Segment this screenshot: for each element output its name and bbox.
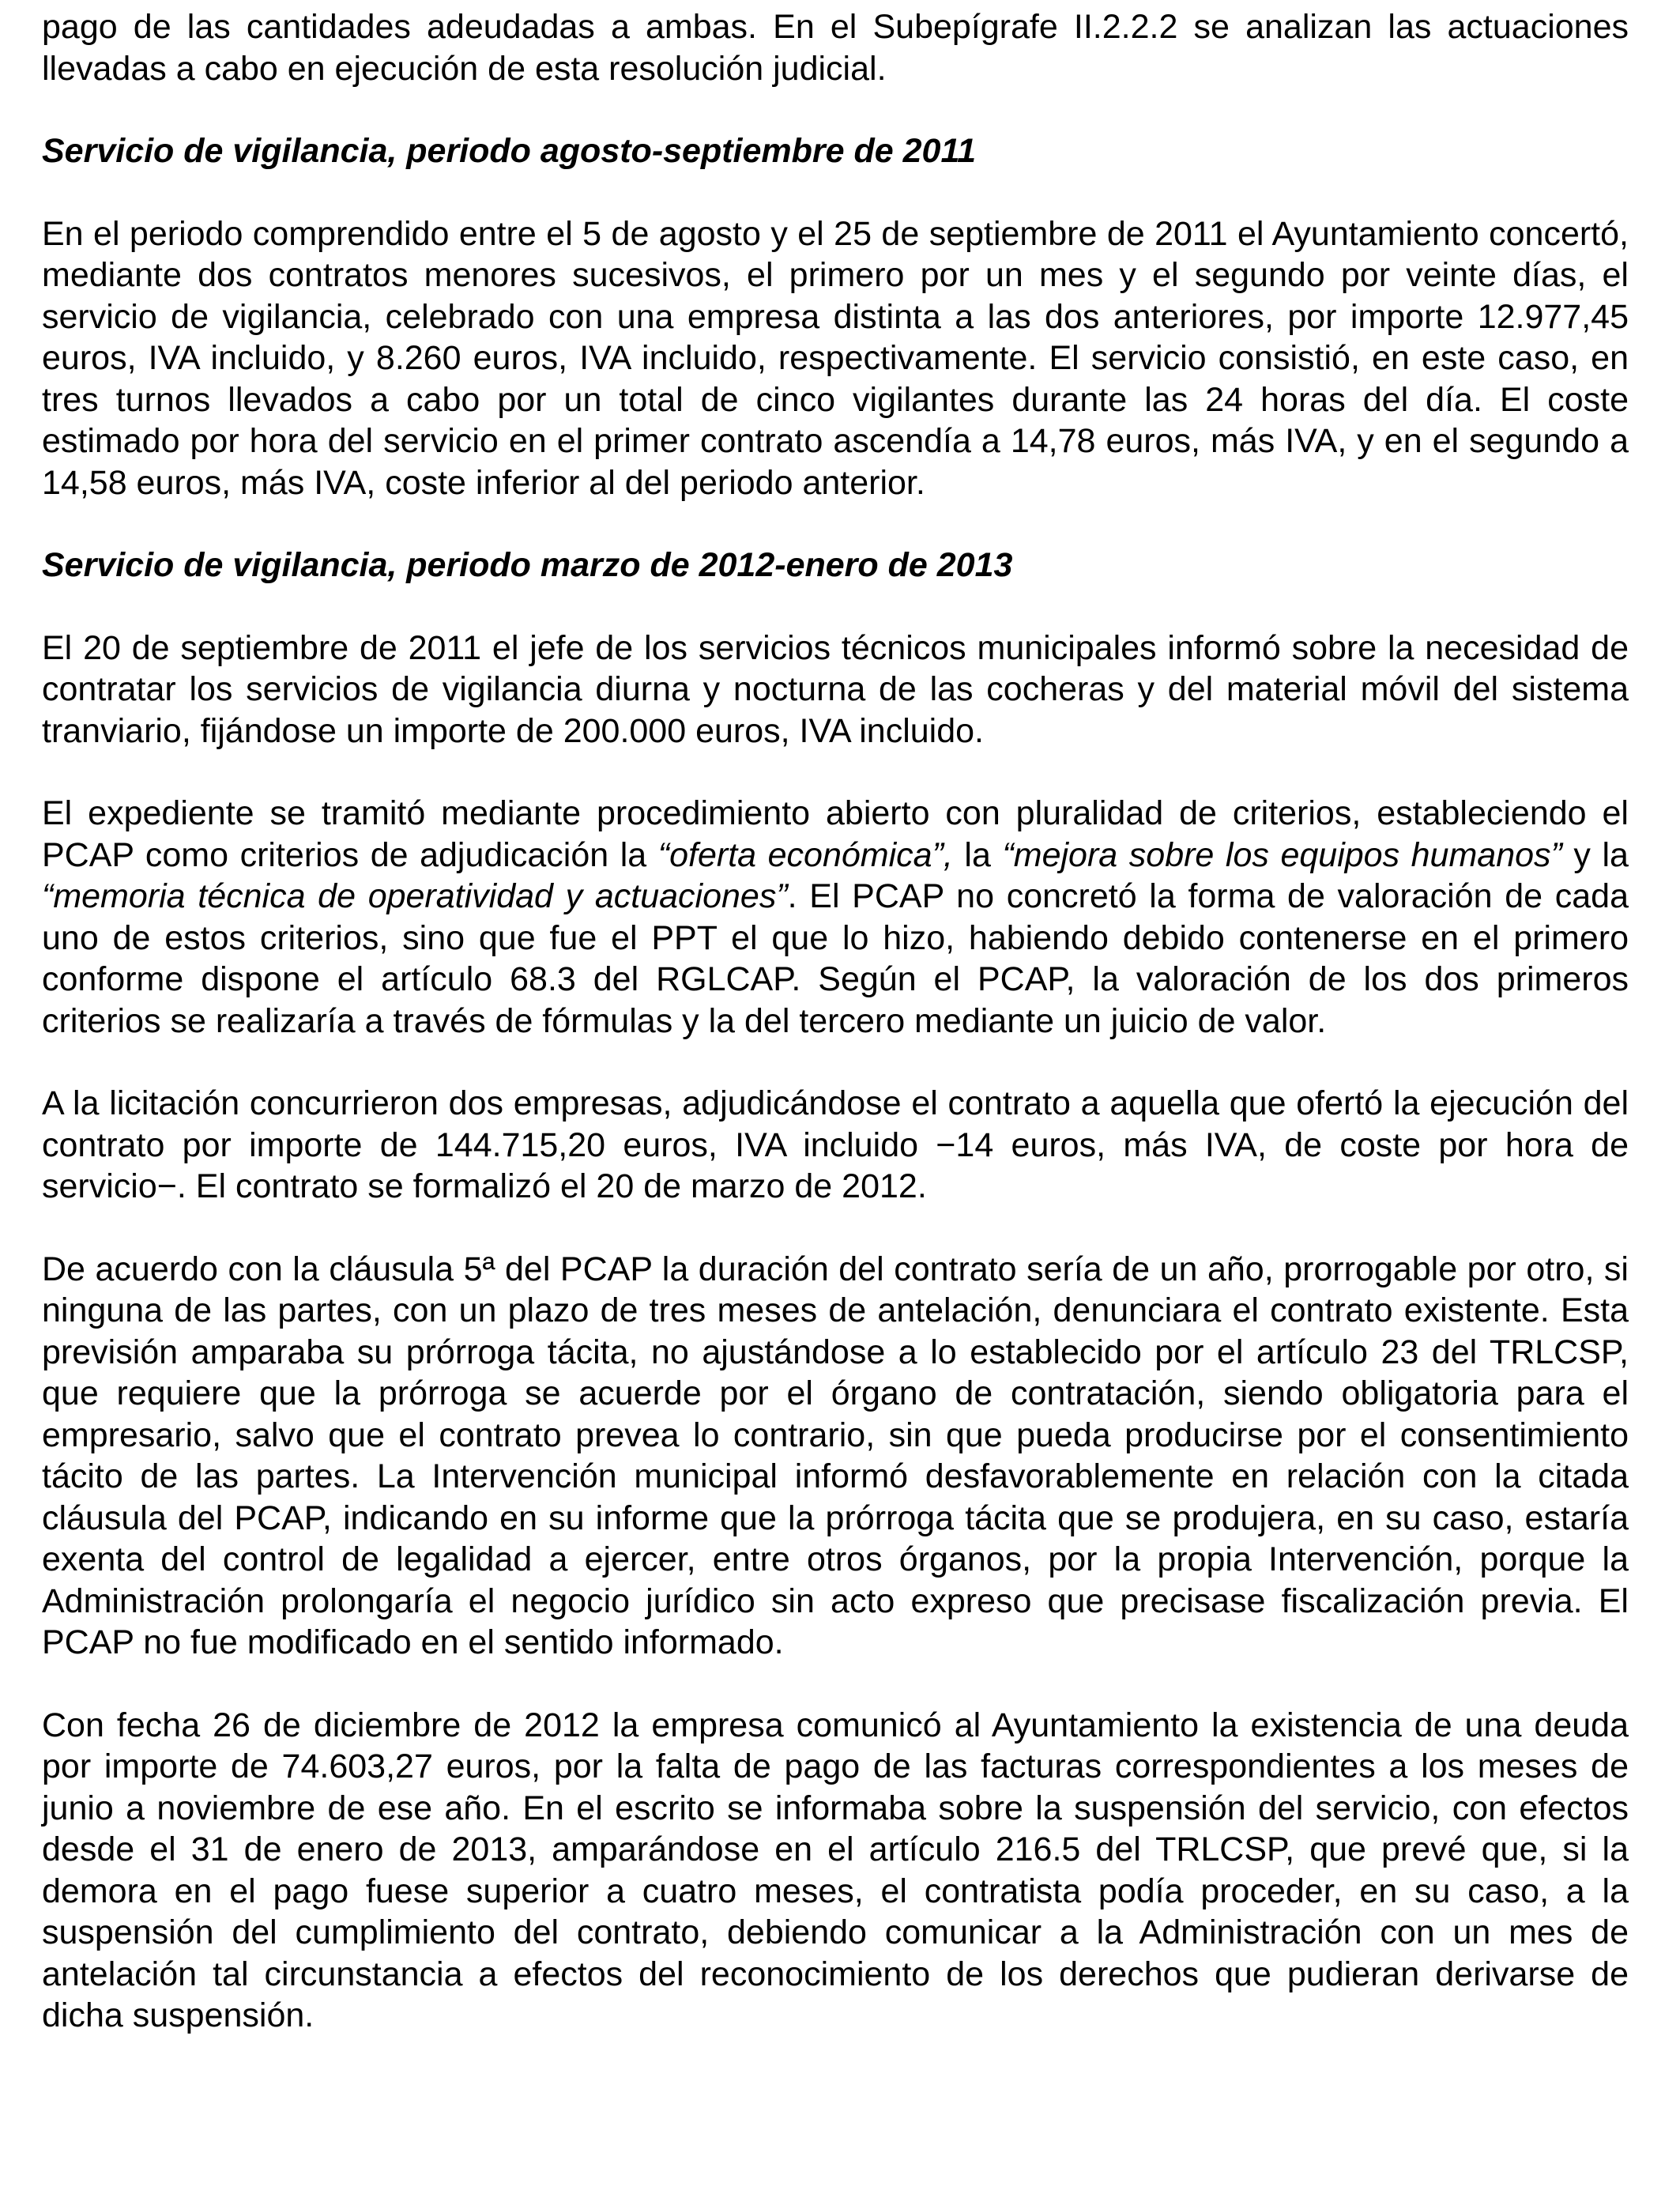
section-2-paragraph-4: De acuerdo con la cláusula 5ª del PCAP la duración del contrato sería de un año, prorrogable por otro, si ninguna de las partes, con un plazo de tres meses de antelación, denunciara el contrato existente. Esta previsión amparaba su prórroga tácita, no ajustándose a lo establecido por el artículo 23 del TRLCSP, que requiere que la prórroga se acuerde por el órgano de contratación, siendo obligatoria para el empresario, salvo que el contrato prevea lo contrario, sin que pueda producirse por el consentimiento tácito de las partes. La Intervención municipal informó desfavorablemente en relación con la citada cláusula del PCAP, indicando en su informe que la prórroga tácita que se produjera, en su caso, estaría exenta del control de legalidad a ejercer, entre otros órganos, por la propia Intervención, porque la Administración prolongaría el negocio jurídico sin acto expreso que precisase fiscalización previa. El PCAP no fue modificado en el sentido informado. — [42, 1250, 1629, 1661]
section-heading-marzo-2012-enero-2013: Servicio de vigilancia, periodo marzo de 2012-enero de 2013 — [42, 546, 1013, 584]
document-page — [42, 6, 1629, 2078]
section-2-paragraph-5: Con fecha 26 de diciembre de 2012 la empresa comunicó al Ayuntamiento la existencia de una deuda por importe de 74.603,27 euros, por la falta de pago de las facturas correspondientes a los meses de junio a noviembre de ese año. En el escrito se informaba sobre la suspensión del servicio, con efectos desde el 31 de enero de 2013, amparándose en el artículo 216.5 del TRLCSP, que prevé que, si la demora en el pago fuese superior a cuatro meses, el contratista podía proceder, en su caso, a la suspensión del cumplimiento del contrato, debiendo comunicar a la Administración con un mes de antelación tal circunstancia a efectos del reconocimiento de los derechos que pudieran derivarse de dicha suspensión. — [42, 1706, 1629, 2034]
paragraph-text-segment: y la — [1561, 835, 1629, 874]
section-heading-agosto-septiembre-2011: Servicio de vigilancia, periodo agosto-septiembre de 2011 — [42, 132, 977, 170]
section-2-paragraph-3: A la licitación concurrieron dos empresas, adjudicándose el contrato a aquella que ofertó la ejecución del contrato por importe de 144.715,20 euros, IVA incluido −14 euros, más IVA, de coste por hora de servicio−. El contrato se formalizó el 20 de marzo de 2012. — [42, 1084, 1629, 1205]
quoted-criterion-oferta-economica: “oferta económica”, — [657, 835, 953, 874]
paragraph-text-segment: . El PCAP no concretó la forma de valoración de cada uno de estos criterios, sino que fue el PPT el que lo hizo, habiendo debido contenerse en el primero conforme dispone el artículo 68.3 del RGLCAP. Según el PCAP, la valoración de los dos primeros criterios se realizaría a través de fórmulas y la del tercero mediante un juicio de valor. — [42, 877, 1629, 1040]
quoted-criterion-mejora-equipos: “mejora sobre los equipos humanos” — [1002, 835, 1562, 874]
section-1-paragraph-1: En el periodo comprendido entre el 5 de agosto y el 25 de septiembre de 2011 el Ayuntamiento concertó, mediante dos contratos menores sucesivos, el primero por un mes y el segundo por veinte días, el servicio de vigilancia, celebrado con una empresa distinta a las dos anteriores, por importe 12.977,45 euros, IVA incluido, y 8.260 euros, IVA incluido, respectivamente. El servicio consistió, en este caso, en tres turnos llevados a cabo por un total de cinco vigilantes durante las 24 horas del día. El coste estimado por hora del servicio en el primer contrato ascendía a 14,78 euros, más IVA, y en el segundo a 14,58 euros, más IVA, coste inferior al del periodo anterior. — [42, 214, 1629, 502]
section-2-paragraph-2 — [42, 793, 1629, 1042]
section-2-paragraph-1: El 20 de septiembre de 2011 el jefe de los servicios técnicos municipales informó sobre la necesidad de contratar los servicios de vigilancia diurna y nocturna de las cocheras y del material móvil del sistema tranviario, fijándose un importe de 200.000 euros, IVA incluido. — [42, 628, 1629, 750]
paragraph-text-segment: El expediente se tramitó mediante procedimiento abierto con pluralidad de criterios, estableciendo el PCAP como criterios de adjudicación la — [42, 794, 1629, 874]
paragraph-text-segment: la — [952, 835, 1003, 874]
quoted-criterion-memoria-tecnica: “memoria técnica de operatividad y actuaciones” — [42, 877, 788, 915]
intro-paragraph: pago de las cantidades adeudadas a ambas. En el Subepígrafe II.2.2.2 se analizan las actuaciones llevadas a cabo en ejecución de esta resolución judicial. — [42, 8, 1629, 88]
